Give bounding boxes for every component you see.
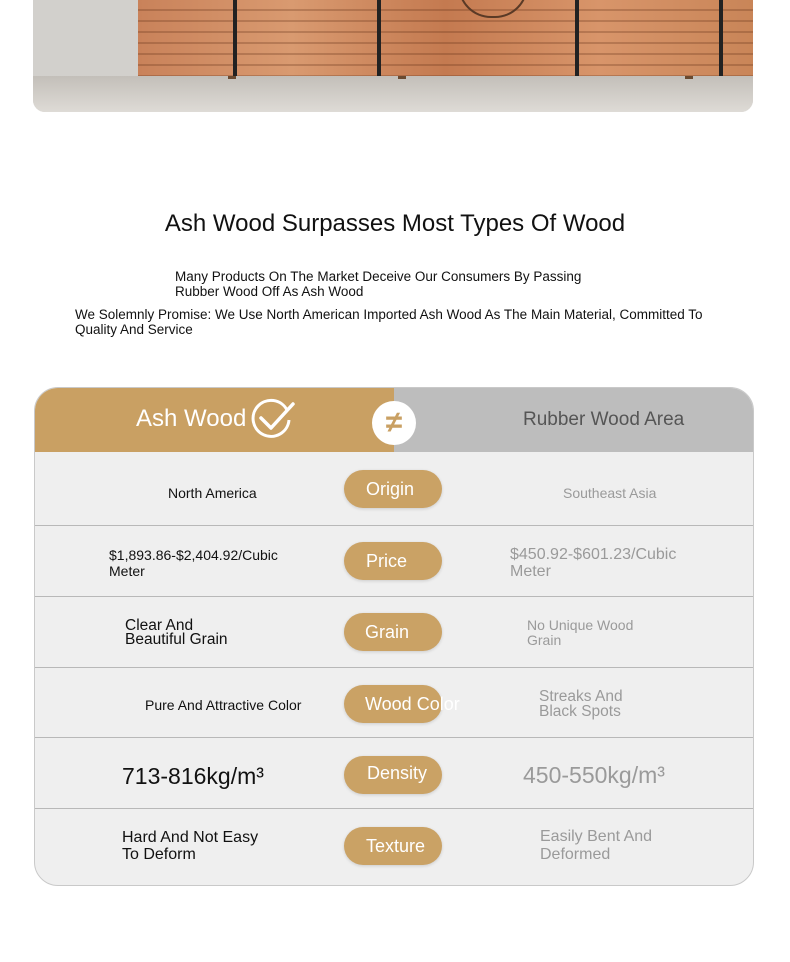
floor [33,76,753,112]
strap [575,0,579,76]
pallet-leg [398,76,406,79]
attribute-pill [344,685,460,723]
attribute-label: Grain [365,622,410,642]
attribute-pill [344,827,442,865]
attribute-label: Density [367,763,428,783]
rubber-value: Streaks And Black Spots [539,688,623,720]
section-heading: Ash Wood Surpasses Most Types Of Wood [164,210,626,237]
ash-value: $1,893.86-$2,404.92/Cubic Meter [109,547,278,579]
attribute-label: Price [366,551,408,571]
wood-boards [138,0,753,76]
table-row [35,737,753,808]
ash-value: Hard And Not Easy To Deform [122,829,259,863]
rubber-value: $450.92-$601.23/Cubic Meter [510,546,677,580]
intro-paragraph: Many Products On The Market Deceive Our Consumers By Passing Rubber Wood Off As Ash Wood [175,269,582,299]
ash-value: Pure And Attractive Color [145,697,302,713]
ash-wood-label: Ash Wood [136,405,247,432]
rubber-value: No Unique Wood Grain [527,617,634,648]
attribute-pill [344,613,442,651]
rubber-wood-label: Rubber Wood Area [523,409,685,430]
strap [719,0,723,76]
rubber-value: Easily Bent And Deformed [540,828,653,863]
rubber-value: Southeast Asia [563,485,657,501]
table-row [35,596,753,667]
pallet-leg [685,76,693,79]
promise-paragraph: We Solemnly Promise: We Use North American Imported Ash Wood As The Main Material, Committed To Quality And Service [75,307,703,337]
ash-wood-header [35,388,394,452]
pallet-leg [228,76,236,79]
attribute-label: Texture [366,836,426,856]
table-row [35,667,753,738]
table-row [35,452,753,522]
ash-value: 713-816kg/m³ [122,763,264,789]
strap [233,0,237,76]
attribute-pill [344,756,442,794]
attribute-pill [344,542,442,580]
ash-value: North America [168,485,257,501]
not-equal-icon: ≠ [372,401,416,445]
comparison-table [34,387,754,886]
check-circle-icon [247,398,297,442]
attribute-label: Origin [366,479,415,499]
table-row [35,525,753,596]
strap [377,0,381,76]
attribute-label: Wood Color [365,694,460,714]
ash-value: Clear And Beautiful Grain [125,617,228,648]
table-row [35,808,753,879]
wood-stack-image [33,0,753,112]
attribute-pill [344,470,442,508]
table-header [35,388,753,452]
rubber-value: 450-550kg/m³ [523,762,665,788]
